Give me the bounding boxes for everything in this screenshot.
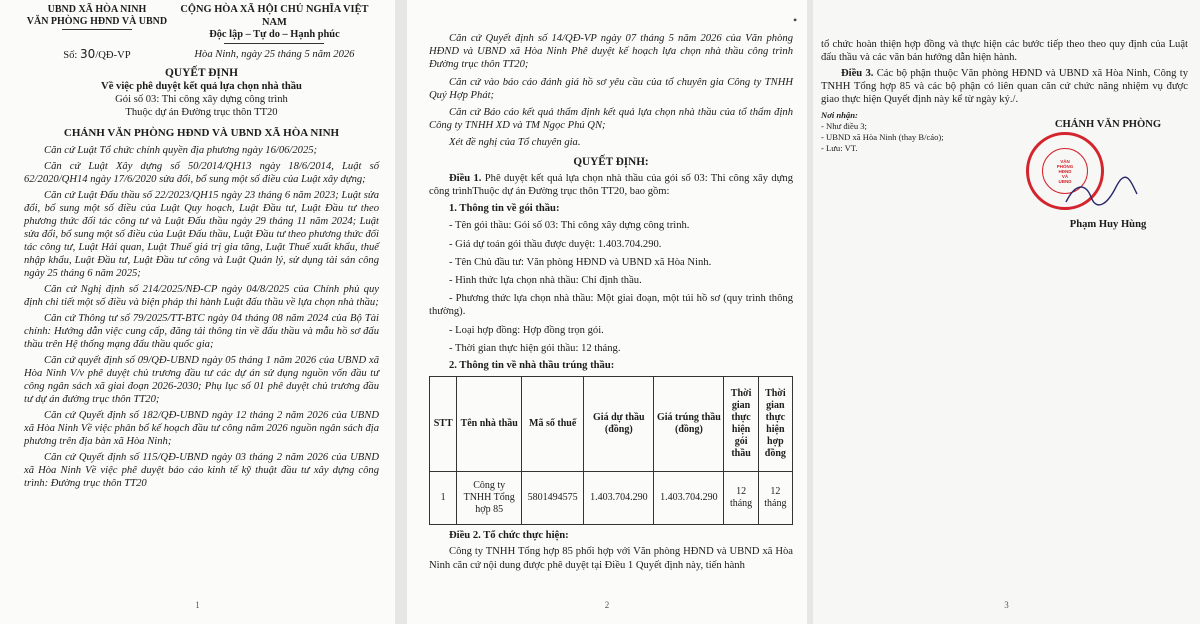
article-3	[821, 67, 1188, 106]
legal-basis: Căn cứ Báo cáo kết quả thẩm định kết quả lựa chọn nhà thầu của tổ thẩm định Công ty TNHH XD và TM Ngọc Phú QN;	[429, 107, 793, 132]
section-package-info: 1. Thông tin về gói thầu:	[449, 203, 560, 215]
recipients-label: Nơi nhận:	[821, 110, 858, 120]
signature-block	[821, 110, 1188, 270]
table-header: Tên nhà thầu	[457, 377, 522, 472]
org-name: VĂN PHÒNG HĐND VÀ UBND	[26, 16, 168, 27]
table-cell: Công ty TNHH Tổng hợp 85	[457, 472, 522, 525]
section-winner-info: 2. Thông tin về nhà thầu trúng thầu:	[449, 360, 615, 372]
header-rule	[62, 29, 132, 30]
article-3-text: Các bộ phận thuộc Văn phòng HĐND và UBND xã Hòa Ninh, Công ty TNHH Tổng hợp 85 và các bộ phận có liên quan căn cứ chức năng nhiệm vụ được giao thực hiện Quyết định này kể từ ngày ký./.	[821, 68, 1189, 105]
table-cell: 1.403.704.290	[584, 472, 654, 525]
document-date: Hòa Ninh, ngày 25 tháng 5 năm 2026	[194, 48, 355, 60]
nation-motto: Độc lập – Tự do – Hạnh phúc	[209, 29, 340, 40]
legal-basis: Căn cứ Luật Tổ chức chính quyền địa phương ngày 16/06/2025;	[44, 144, 318, 156]
document-subject-package: Gói số 03: Thi công xây dựng công trình	[115, 93, 288, 105]
legal-basis: Căn cứ Quyết định số 115/QĐ-UBND ngày 03 tháng 2 năm 2026 của UBND xã Hòa Ninh Về việc phê duyệt báo cáo kinh tế kỹ thuật đầu tư xây dựng công trình: Đường trục thôn TT20	[24, 451, 379, 489]
list-item: - Hình thức lựa chọn nhà thầu: Chỉ định thầu.	[449, 275, 642, 287]
handwritten-signature-icon	[1061, 172, 1141, 212]
table-cell: 1	[430, 472, 457, 525]
document-title: QUYẾT ĐỊNH	[165, 66, 238, 79]
table-header: Thời gian thực hiện gói thầu	[724, 377, 758, 472]
table-header: STT	[430, 377, 457, 472]
legal-basis: Căn cứ Luật Đấu thầu số 22/2023/QH15 ngày 23 tháng 6 năm 2023; Luật sửa đổi, bổ sung một số điều của Luật Quy hoạch, Luật Đầu tư, Luật Đầu tư theo phương thức đối tác công tư và Luật Đấu thầu ngày 29 tháng 11 năm 2024; Luật sửa đổi, bổ sung một số điều của Luật Đấu thầu, Luật Đầu tư theo phương thức đối tác công tư, Luật Hải quan, Luật Thuế giá trị gia tăng, Luật Thuế xuất khẩu, thuế nhập khẩu, Luật Đầu tư, Luật Đầu tư công và Luật Quản lý, sử dụng tài sản công ngày 25 tháng 6 năm 2025;	[24, 189, 379, 279]
document-subject-project: Thuộc dự án Đường trục thôn TT20	[125, 106, 278, 118]
signer-title: CHÁNH VĂN PHÒNG	[1054, 119, 1162, 130]
national-motto	[170, 4, 379, 44]
page-number: 2	[604, 599, 610, 610]
document-header	[24, 4, 379, 44]
scan-mark: •	[793, 13, 798, 27]
table-header: Mã số thuế	[522, 377, 584, 472]
article-1-text: Phê duyệt kết quả lựa chọn nhà thầu của gói số 03: Thi công xây dựng công trìnhThuộc dự án Đường trục thôn TT20, bao gồm:	[429, 172, 793, 198]
list-item: - Loại hợp đồng: Hợp đồng trọn gói.	[449, 324, 604, 336]
page-number: 1	[195, 600, 200, 610]
seal-center-icon: VĂN PHÒNG HĐND VÀ UBND	[1042, 148, 1088, 194]
motto-rule	[224, 43, 324, 44]
list-item: - Tên Chủ đầu tư: Văn phòng HĐND và UBND xã Hòa Ninh.	[449, 256, 712, 268]
decide-heading: QUYẾT ĐỊNH:	[573, 155, 649, 168]
article-2-heading: Điều 2. Tổ chức thực hiện:	[449, 530, 569, 542]
document-subject: Về việc phê duyệt kết quả lựa chọn nhà thầu	[101, 80, 302, 92]
issuing-organization	[24, 4, 170, 44]
recipients	[821, 110, 991, 154]
legal-bases	[24, 144, 379, 490]
package-info-list	[429, 219, 793, 355]
docno-prefix: Số:	[63, 49, 78, 61]
table-header: Thời gian thực hiện hợp đồng	[758, 377, 792, 472]
list-item: - Giá dự toán gói thầu được duyệt: 1.403.704.290.	[449, 238, 662, 250]
table-row	[430, 472, 793, 525]
org-parent: UBND XÃ HÒA NINH	[47, 4, 147, 15]
document-page-1	[0, 0, 395, 624]
nation-name: CỘNG HÒA XÃ HỘI CHỦ NGHĨA VIỆT NAM	[180, 4, 369, 28]
table-cell: 1.403.704.290	[654, 472, 724, 525]
legal-basis: Căn cứ Luật Xây dựng số 50/2014/QH13 ngày 18/6/2014, Luật số 62/2020/QH14 ngày 17/6/2020 sửa đổi, bổ sung một số điều của Luật xây dựng;	[24, 160, 379, 185]
recipient-item: - Như điều 3;	[821, 121, 867, 131]
article-1	[429, 172, 793, 198]
recipient-item: - Lưu: VT.	[821, 143, 858, 153]
winner-table	[429, 376, 793, 525]
table-cell: 5801494575	[522, 472, 584, 525]
table-header: Giá dự thầu (đồng)	[584, 377, 654, 472]
document-page-2	[407, 0, 807, 624]
table-cell: 12 tháng	[724, 472, 758, 525]
article-3-label: Điều 3.	[841, 68, 874, 79]
legal-basis: Căn cứ vào báo cáo đánh giá hồ sơ yêu cầu của tổ chuyên gia Công ty TNHH Quý Hợp Phát;	[429, 76, 793, 101]
docno-suffix: /QĐ-VP	[95, 49, 131, 61]
authority-heading: CHÁNH VĂN PHÒNG HĐND VÀ UBND XÃ HÒA NINH	[63, 126, 340, 139]
document-page-3	[813, 0, 1200, 624]
page-number: 3	[1004, 600, 1009, 610]
article-1-label: Điều 1.	[449, 172, 482, 184]
legal-basis: Căn cứ Thông tư số 79/2025/TT-BTC ngày 04 tháng 08 năm 2024 của Bộ Tài chính: Hướng dẫn việc cung cấp, đăng tải thông tin về đấu thầu và mẫu hồ sơ đấu thầu trên Hệ thống mạng đấu thầu quốc gia;	[24, 312, 379, 350]
table-cell: 12 tháng	[758, 472, 792, 525]
legal-basis: Căn cứ Quyết định số 182/QĐ-UBND ngày 12 tháng 2 năm 2026 của UBND xã Hòa Ninh Về việc phân bổ kế hoạch đầu tư công năm 2026 nguồn ngân sách địa phương trên địa bàn xã Hòa Ninh;	[24, 409, 379, 447]
article-2-continuation: tổ chức hoàn thiện hợp đồng và thực hiện các bước tiếp theo theo quy định của Luật đấu thầu và các văn bản hướng dẫn hiện hành.	[821, 39, 1188, 63]
signer-name: Phạm Huy Hùng	[1069, 219, 1147, 230]
legal-basis: Xét đề nghị của Tổ chuyên gia.	[449, 137, 581, 149]
list-item: - Phương thức lựa chọn nhà thầu: Một giai đoạn, một túi hồ sơ (quy trình thông thường).	[429, 293, 793, 318]
list-item: - Thời gian thực hiện gói thầu: 12 tháng.	[449, 342, 621, 354]
list-item: - Tên gói thầu: Gói số 03: Thi công xây dựng công trình.	[449, 220, 690, 232]
docno-handwritten: 30	[80, 46, 96, 61]
table-header-row	[430, 377, 793, 472]
legal-basis: Căn cứ Nghị định số 214/2025/NĐ-CP ngày 04/8/2025 của Chính phủ quy định chi tiết một số điều và biện pháp thi hành Luật đấu thầu về lựa chọn nhà thầu;	[24, 283, 379, 308]
recipient-item: - UBND xã Hòa Ninh (thay B/cáo);	[821, 132, 944, 142]
article-2-text: Công ty TNHH Tổng hợp 85 phối hợp với Văn phòng HĐND và UBND xã Hòa Ninh căn cứ nội dung được phê duyệt tại Điều 1 Quyết định này, tiến hành	[429, 546, 793, 571]
table-header: Giá trúng thầu (đồng)	[654, 377, 724, 472]
page-gap	[395, 0, 407, 624]
legal-basis: Căn cứ quyết định số 09/QĐ-UBND ngày 05 tháng 1 năm 2026 của UBND xã Hòa Ninh V/v phê duyệt chủ trương đầu tư các dự án sử dụng nguồn vốn đầu tư công ngân sách xã giai đoạn 2026-2030; Phụ lục số 01 phê duyệt chủ trương đầu tư dự án đường trục thôn TT20;	[24, 354, 379, 405]
legal-basis: Căn cứ Quyết định số 14/QĐ-VP ngày 07 tháng 5 năm 2026 của Văn phòng HĐND và UBND xã Hòa Ninh Phê duyệt kế hoạch lựa chọn nhà thầu công trình Đường trục thôn TT20;	[429, 33, 793, 71]
document-number	[24, 48, 170, 62]
